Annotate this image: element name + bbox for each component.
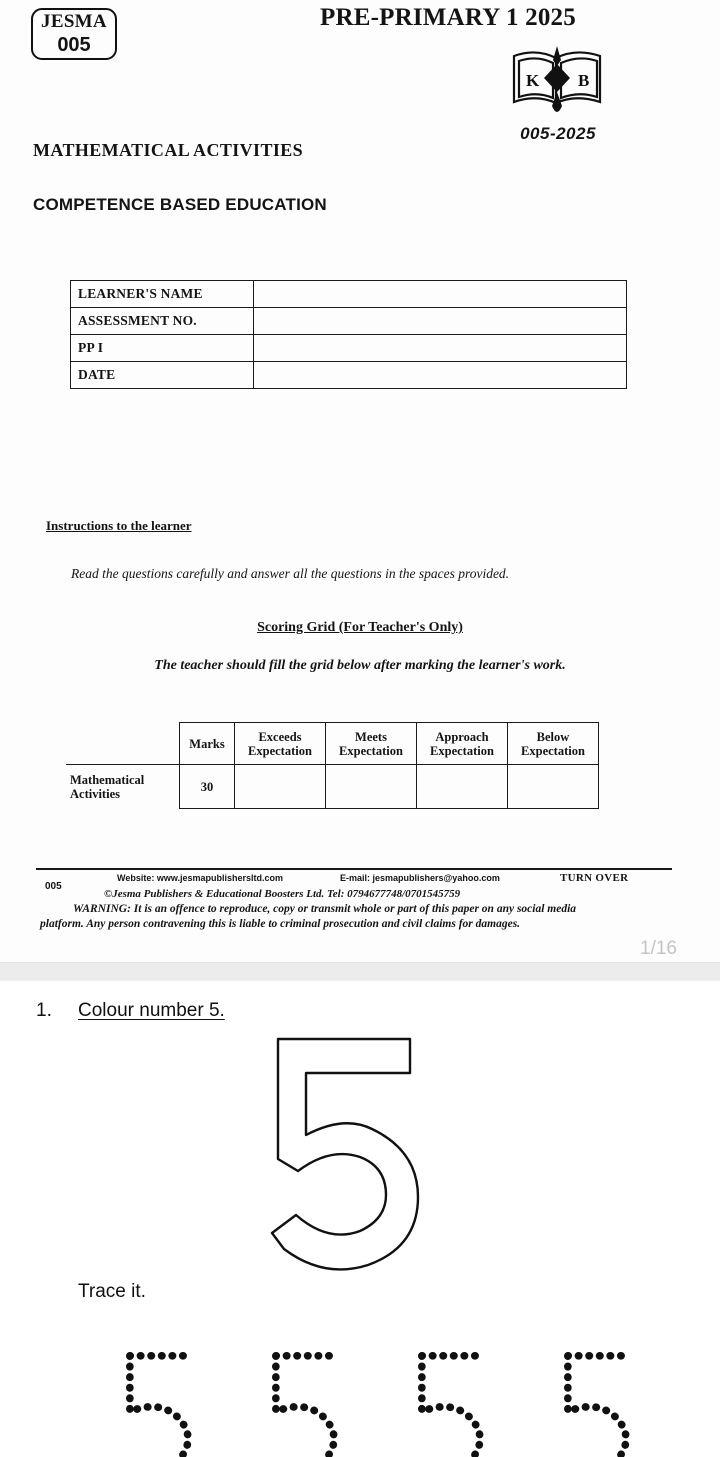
dotted-five-icon — [252, 1349, 364, 1457]
dotted-five-icon — [398, 1349, 510, 1457]
trace-item-2[interactable] — [252, 1349, 364, 1457]
logo-diamond-icon — [544, 64, 570, 92]
scoring-grid-note: The teacher should fill the grid below after marking the learner's work. — [154, 658, 566, 673]
table-header-row — [66, 723, 599, 765]
turn-over-label: TURN OVER — [560, 872, 629, 884]
page-indicator: 1/16 — [640, 938, 677, 959]
footer-website: Website: www.jesmapublishersltd.com — [117, 873, 284, 883]
publisher-logo — [498, 44, 618, 144]
cell-meets-expectation[interactable] — [326, 765, 417, 809]
trace-instruction-label: Trace it. — [78, 1281, 146, 1302]
cell-approach-expectation[interactable] — [417, 765, 508, 809]
date-label: DATE — [71, 362, 254, 389]
publisher-code: 005 — [57, 34, 91, 56]
table-row — [71, 335, 627, 362]
scoring-grid-corner — [66, 723, 180, 765]
learner-details-table — [70, 280, 627, 389]
learner-name-label: LEARNER'S NAME — [71, 281, 254, 308]
outline-five-icon — [232, 1029, 428, 1279]
page-title: PRE-PRIMARY 1 2025 — [320, 4, 576, 31]
question-1-prompt: Colour number 5. — [78, 1000, 225, 1021]
class-field[interactable] — [254, 335, 627, 362]
column-header-exceeds-expectation: Exceeds Expectation — [235, 723, 326, 765]
dotted-five-icon — [106, 1349, 218, 1457]
footer-warning-line-2: platform. Any person contravening this is liable to criminal prosecution and civil claims for damages. — [40, 918, 521, 930]
curriculum-title: COMPETENCE BASED EDUCATION — [33, 195, 327, 214]
colouring-numeral-5[interactable] — [232, 1029, 428, 1284]
logo-letter-left: K — [526, 71, 540, 90]
row-subject-mathematical-activities: Mathematical Activities — [66, 765, 180, 809]
learner-name-field[interactable] — [254, 281, 627, 308]
publisher-name: JESMA — [41, 11, 107, 32]
logo-torch-top-icon — [553, 46, 561, 66]
footer-paper-code: 005 — [45, 881, 62, 892]
worksheet-page-2 — [0, 981, 720, 1457]
trace-item-3[interactable] — [398, 1349, 510, 1457]
column-header-marks: Marks — [180, 723, 235, 765]
dotted-five-icon — [544, 1349, 656, 1457]
publisher-code-box — [31, 8, 117, 60]
cell-marks: 30 — [180, 765, 235, 809]
logo-code: 005-2025 — [520, 124, 596, 143]
scoring-grid-table — [66, 722, 599, 809]
column-header-below-expectation: Below Expectation — [508, 723, 599, 765]
logo-letter-right: B — [578, 71, 590, 90]
column-header-approach-expectation: Approach Expectation — [417, 723, 508, 765]
cell-below-expectation[interactable] — [508, 765, 599, 809]
table-row — [71, 362, 627, 389]
column-header-meets-expectation: Meets Expectation — [326, 723, 417, 765]
subject-title: MATHEMATICAL ACTIVITIES — [33, 140, 304, 160]
trace-item-4[interactable] — [544, 1349, 656, 1457]
tracing-row — [106, 1349, 666, 1457]
footer-warning-line-1: WARNING: It is an offence to reproduce, copy or transmit whole or part of this paper on any social media — [73, 903, 577, 915]
date-field[interactable] — [254, 362, 627, 389]
instructions-heading: Instructions to the learner — [46, 518, 192, 533]
table-row — [71, 281, 627, 308]
page-separator — [0, 962, 720, 983]
assessment-no-label: ASSESSMENT NO. — [71, 308, 254, 335]
footer-email: E-mail: jesmapublishers@yahoo.com — [340, 873, 500, 883]
table-row — [66, 765, 599, 809]
trace-item-1[interactable] — [106, 1349, 218, 1457]
table-row — [71, 308, 627, 335]
scoring-grid-heading: Scoring Grid (For Teacher's Only) — [257, 620, 463, 635]
footer-divider — [36, 868, 672, 870]
class-label: PP I — [71, 335, 254, 362]
open-book-icon — [506, 44, 610, 118]
footer-copyright: ©Jesma Publishers & Educational Boosters Ltd. Tel: 0794677748/0701545759 — [104, 888, 461, 900]
cell-exceeds-expectation[interactable] — [235, 765, 326, 809]
question-1-number: 1. — [36, 1000, 52, 1021]
assessment-no-field[interactable] — [254, 308, 627, 335]
instructions-body: Read the questions carefully and answer all the questions in the spaces provided. — [71, 566, 510, 581]
